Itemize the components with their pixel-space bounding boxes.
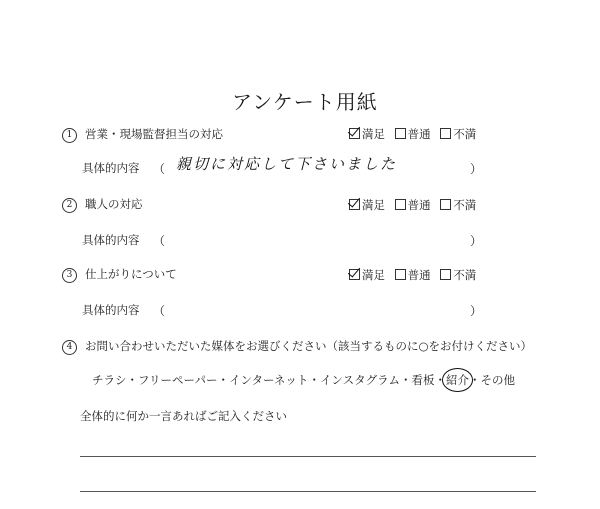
paren-close: ） (470, 304, 483, 318)
question-1-options (343, 126, 476, 142)
media-instagram[interactable]: インスタグラム (319, 373, 400, 387)
question-label: お問い合わせいただいた媒体をお選びください（該当するものに○をお付けください） (85, 339, 533, 353)
checkbox-average[interactable] (395, 199, 406, 210)
paren-open: （ (153, 162, 166, 176)
question-number: 1 (62, 128, 77, 143)
paren-open: （ (153, 304, 166, 318)
detail-label: 具体的内容 (82, 303, 140, 317)
media-internet[interactable]: インターネット (228, 373, 309, 387)
media-other[interactable]: その他 (480, 373, 515, 387)
separator: ・ (399, 373, 412, 387)
separator: ・ (308, 373, 320, 387)
question-3 (62, 266, 177, 283)
separator: ・ (126, 373, 138, 387)
question-label: 営業・現場監督担当の対応 (85, 127, 223, 141)
media-referral-circled[interactable]: 紹介 (445, 373, 469, 387)
option-label: 普通 (407, 127, 431, 141)
separator: ・ (217, 373, 229, 387)
question-number: 2 (62, 198, 77, 213)
option-label: 不満 (453, 127, 477, 141)
media-signboard[interactable]: 看板 (411, 373, 435, 387)
checkbox-satisfied[interactable] (349, 199, 360, 210)
question-label: 仕上がりについて (85, 267, 177, 281)
checkbox-dissatisfied[interactable] (440, 269, 451, 280)
checkbox-dissatisfied[interactable] (440, 199, 451, 210)
checkbox-dissatisfied[interactable] (440, 128, 451, 139)
separator: ・ (468, 373, 481, 387)
option-label: 普通 (407, 268, 431, 282)
media-flyer[interactable]: チラシ (92, 373, 127, 387)
media-options (92, 372, 515, 388)
option-label: 満足 (362, 268, 385, 282)
paren-close: ） (470, 234, 483, 248)
option-label: 不満 (453, 268, 477, 282)
checkbox-satisfied[interactable] (349, 269, 360, 280)
detail-label: 具体的内容 (82, 233, 140, 247)
option-label: 不満 (453, 198, 477, 212)
detail-label: 具体的内容 (82, 161, 140, 175)
checkbox-average[interactable] (395, 128, 406, 139)
form-title: アンケート用紙 (232, 90, 378, 114)
question-2 (62, 196, 143, 213)
paren-close: ） (470, 162, 483, 176)
separator: ・ (434, 373, 446, 387)
option-label: 普通 (407, 198, 431, 212)
question-number: 3 (62, 268, 77, 283)
question-3-options (343, 267, 476, 283)
option-label: 満足 (362, 198, 385, 212)
overall-comment-label: 全体的に何か一言あればご記入ください (80, 409, 287, 423)
option-label: 満足 (362, 127, 385, 141)
checkbox-satisfied[interactable] (349, 128, 360, 139)
media-free-paper[interactable]: フリーペーパー (138, 373, 218, 387)
question-2-options (343, 197, 476, 213)
paren-open: （ (153, 234, 166, 248)
checkbox-average[interactable] (395, 269, 406, 280)
question-label: 職人の対応 (85, 197, 143, 211)
comment-line-1[interactable] (80, 456, 536, 457)
handwritten-answer: 親切に対応して下さいました (176, 155, 398, 173)
question-1 (62, 126, 223, 143)
question-4 (62, 338, 532, 355)
comment-line-2[interactable] (80, 491, 536, 492)
question-number: 4 (62, 340, 77, 355)
